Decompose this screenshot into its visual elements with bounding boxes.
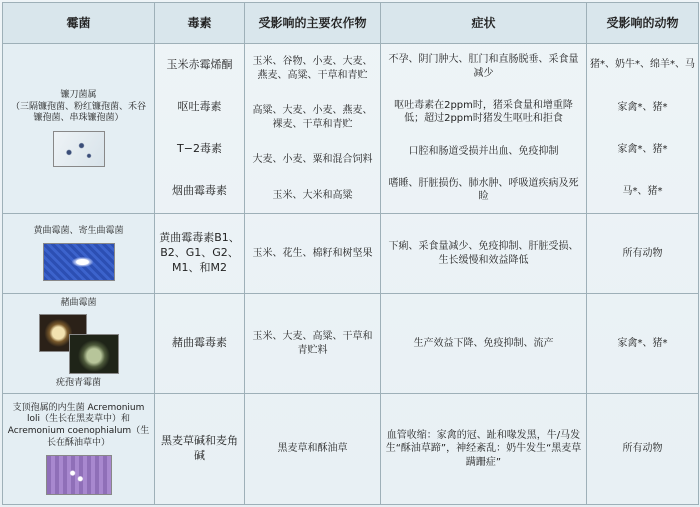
- animals-text: 家禽*、猪*: [587, 294, 699, 394]
- animals-cell-fusarium: [587, 44, 699, 214]
- crops-text: 黑麦草和酥油草: [245, 394, 381, 505]
- fungus-cell-acremonium: [3, 394, 155, 505]
- animals-text: 马*、猪*: [622, 186, 663, 198]
- mycotoxin-table: [2, 2, 699, 505]
- animals-text: 所有动物: [587, 394, 699, 505]
- fungus-note: （三隔镰孢菌、粉红镰孢菌、禾谷镰孢菌、串珠镰孢菌）: [10, 101, 146, 124]
- toxin-name: 烟曲霉毒素: [172, 184, 227, 198]
- toxin-name: 呕吐毒素: [177, 99, 222, 113]
- toxin-name: 赭曲霉毒素: [155, 294, 245, 394]
- header-fungus: 霉菌: [3, 3, 155, 44]
- crops-text: 玉米、大米和高粱: [272, 189, 353, 201]
- header-crops: 受影响的主要农作物: [245, 3, 381, 44]
- fungus-cell-ochratoxin: [3, 294, 155, 394]
- crops-text: 玉米、谷物、小麦、大麦、燕麦、高粱、干草和青贮: [252, 56, 373, 81]
- crops-text: 高粱、大麦、小麦、燕麦、裸麦、干草和青贮: [252, 105, 373, 130]
- table-row-fusarium: [3, 44, 699, 214]
- header-symptoms: 症状: [381, 3, 587, 44]
- toxin-cell-fusarium: [155, 44, 245, 214]
- table-row-aspergillus: [3, 214, 699, 294]
- fungus-name: 支顶孢属的内生菌 Acremonium loli（生长在黑麦草中）和Acremonium coenophialum（生长在酥油草中）: [7, 402, 150, 448]
- header-animals: 受影响的动物: [587, 3, 699, 44]
- toxin-name: 玉米赤霉烯酮: [166, 57, 233, 71]
- aspergillus-micrograph-image: [43, 243, 115, 281]
- symptoms-text: 口腔和肠道受损并出血、免疫抑制: [408, 145, 559, 157]
- symptoms-text: 嗜睡、肝脏损伤、肺水肿、呼吸道疾病及死睑: [388, 177, 579, 203]
- fungus-cell-aspergillus: [3, 214, 155, 294]
- animals-text: 猪*、奶牛*、绵羊*、马: [590, 59, 695, 71]
- table-header-row: [3, 3, 699, 44]
- animals-text: 所有动物: [587, 214, 699, 294]
- animals-text: 家禽*、猪*: [617, 101, 668, 113]
- symptoms-text: 不孕、阴门肿大、肛门和直肠脱垂、采食量减少: [388, 54, 579, 79]
- acremonium-micrograph-image: [46, 455, 112, 495]
- crops-text: 玉米、花生、棉籽和树坚果: [245, 214, 381, 294]
- penicillium-micrograph-image: [39, 314, 119, 374]
- fungus-name: 赭曲霉菌: [60, 297, 97, 308]
- symptoms-text: 生产效益下降、免疫抑制、流产: [381, 294, 587, 394]
- crops-text: 大麦、小麦、粟和混合饲料: [252, 154, 373, 165]
- table-row-acremonium: [3, 394, 699, 505]
- toxin-name: T−2毒素: [177, 142, 222, 156]
- header-toxin: 毒素: [155, 3, 245, 44]
- fungus-name: 镰刀菌属: [60, 89, 97, 100]
- animals-text: 家禽*、猪*: [617, 143, 668, 155]
- symptoms-text: 呕吐毒素在2ppm时，猪采食量和增重降低；超过2ppm时猪发生呕吐和拒食: [394, 99, 573, 125]
- table-row-ochratoxin: [3, 294, 699, 394]
- crops-cell-fusarium: [245, 44, 381, 214]
- fungus-cell-fusarium: [3, 44, 155, 214]
- symptoms-text: 血管收缩：家禽的冠、趾和喙发黑，牛/马发生“酥油草蹄”，神经紊乱：奶牛发生“黑麦草蹒跚症”: [381, 394, 587, 505]
- symptoms-text: 下痢、采食量减少、免疫抑制、肝脏受损、生长缓慢和效益降低: [381, 214, 587, 294]
- crops-text: 玉米、大麦、高粱、干草和青贮料: [245, 294, 381, 394]
- toxin-name: 黑麦草碱和麦角碱: [155, 394, 245, 505]
- fusarium-micrograph-image: [53, 131, 105, 167]
- fungus-name: 黄曲霉菌、寄生曲霉菌: [33, 225, 124, 236]
- toxin-name: 黄曲霉毒素B1、B2、G1、G2、M1、和M2: [155, 214, 245, 294]
- fungus-name: 疣孢青霉菌: [55, 377, 101, 388]
- symptoms-cell-fusarium: [381, 44, 587, 214]
